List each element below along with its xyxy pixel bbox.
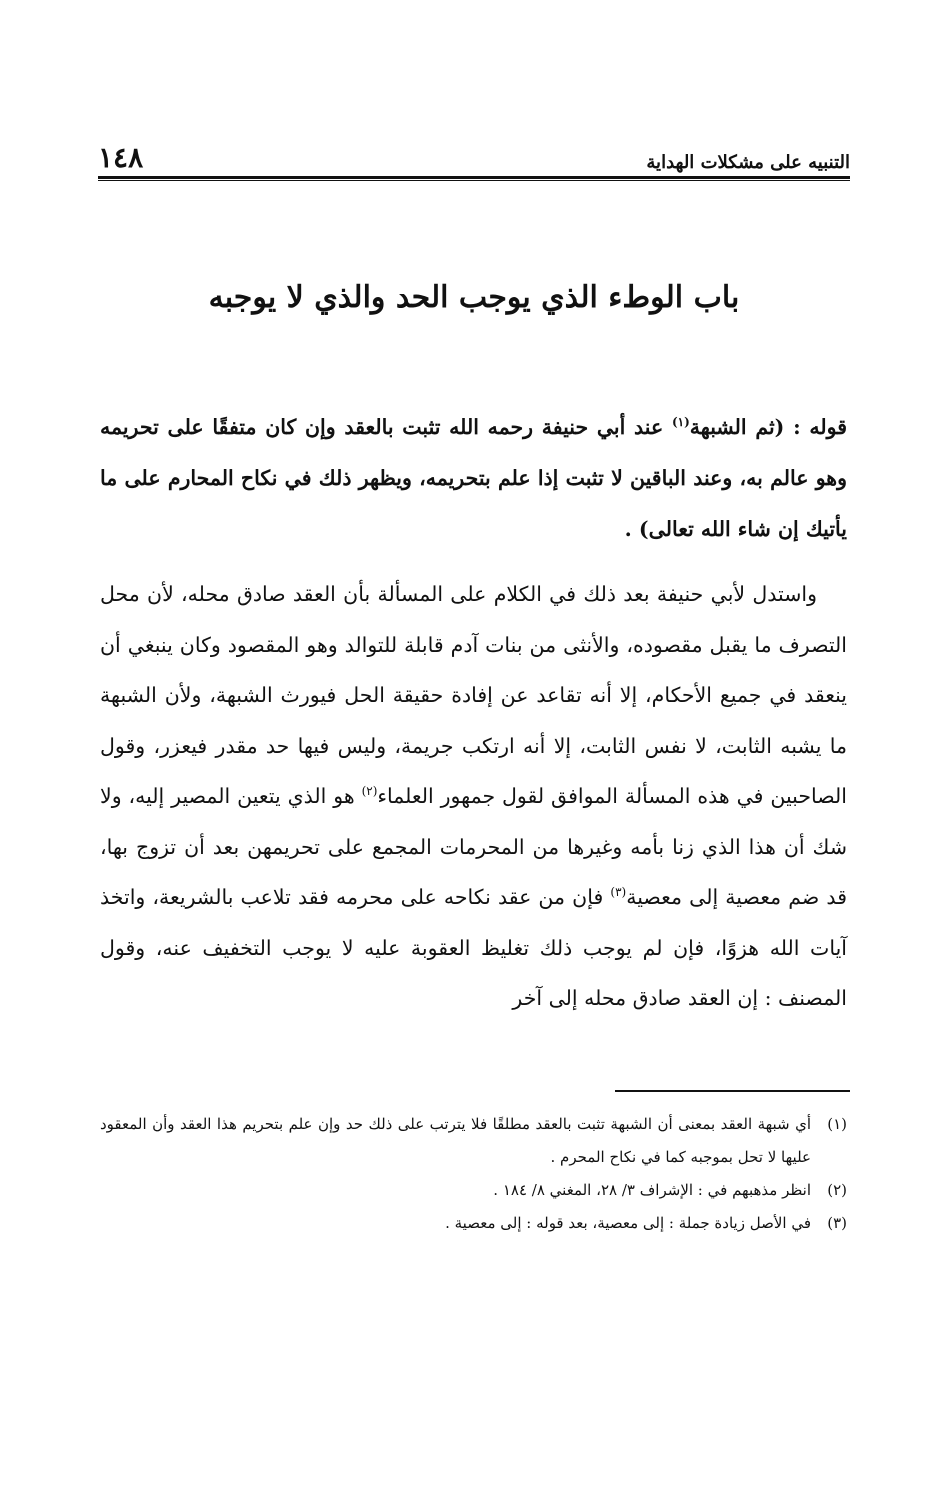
- footnote-separator: [615, 1090, 850, 1092]
- footnote-item: [100, 1174, 847, 1207]
- paragraph-text-2: هو الذي يتعين المصير إليه، ولا شك أن هذا الذي زنا بأمه وغيرها من المحرمات المجمع على تحريمهن بعد أن تزوج بها، قد ضم معصية إلى معصية: [100, 784, 847, 909]
- chapter-title: باب الوطء الذي يوجب الحد والذي لا يوجبه: [208, 280, 740, 315]
- footnote-ref-2: (٢): [361, 784, 378, 799]
- book-title: التنبيه على مشكلات الهداية: [646, 152, 850, 173]
- footnote-number: (١): [827, 1115, 847, 1133]
- footnote-number: (٢): [827, 1181, 847, 1199]
- quoted-passage: [100, 402, 847, 555]
- main-text: [100, 402, 847, 1024]
- footnote-text: في الأصل زيادة جملة : إلى معصية، بعد قوله : إلى معصية .: [445, 1214, 811, 1232]
- footnote-text: أي شبهة العقد بمعنى أن الشبهة تثبت بالعقد مطلقًا فلا يترتب على ذلك حد وإن علم بتحريم هذا العقد وأن المعقود عليها لا تحل بموجبه كما في نكاح المحرم .: [100, 1115, 811, 1166]
- footnote-ref-1: (١): [671, 415, 690, 430]
- running-header: [98, 138, 850, 172]
- footnote-item: [100, 1108, 847, 1174]
- paragraph-text-1: واستدل لأبي حنيفة بعد ذلك في الكلام على المسألة بأن العقد صادق محله، لأن محل التصرف ما يقبل مقصوده، والأنثى من بنات آدم قابلة للتوالد وهو المقصود وكان ينبغي أن ينعقد في جميع الأحكام، إلا أنه تقاعد عن إفادة حقيقة الحل فيورث الشبهة، ولأن الشبهة ما يشبه الثابت، لا نفس الثابت، إلا أنه ارتكب جريمة، وليس فيها حد مقدر فيعزر، وقول الصاحبين في هذه المسألة الموافق لقول جمهور العلماء: [100, 582, 848, 808]
- footnote-number: (٣): [827, 1214, 847, 1232]
- footnotes: [100, 1108, 847, 1240]
- footnote-text: انظر مذهبهم في : الإشراف ٣/ ٢٨، المغني ٨/ ١٨٤ .: [493, 1181, 811, 1199]
- paragraph-text-3: فإن من عقد نكاحه على محرمه فقد تلاعب بالشريعة، واتخذ آيات الله هزوًا، فإن لم يوجب ذلك تغليظ العقوبة عليه لا يوجب التخفيف عنه، وقول المصنف : إن العقد صادق محله إلى آخر: [100, 885, 847, 1010]
- quote-text-end: عند أبي حنيفة رحمه الله تثبت بالعقد وإن كان متفقًا على تحريمه وهو عالم به، وعند الباقين لا تثبت إذا علم بتحريمه، ويظهر ذلك في نكاح المحارم على ما يأتيك إن شاء الله تعالى) .: [100, 415, 847, 541]
- footnote-ref-3: (٣): [610, 885, 627, 900]
- footnote-item: [100, 1207, 847, 1240]
- header-rule: [98, 176, 850, 181]
- page-number: ١٤٨: [98, 141, 144, 174]
- quote-text-start: قوله : (ثم الشبهة: [689, 415, 847, 439]
- commentary-paragraph: [100, 569, 847, 1024]
